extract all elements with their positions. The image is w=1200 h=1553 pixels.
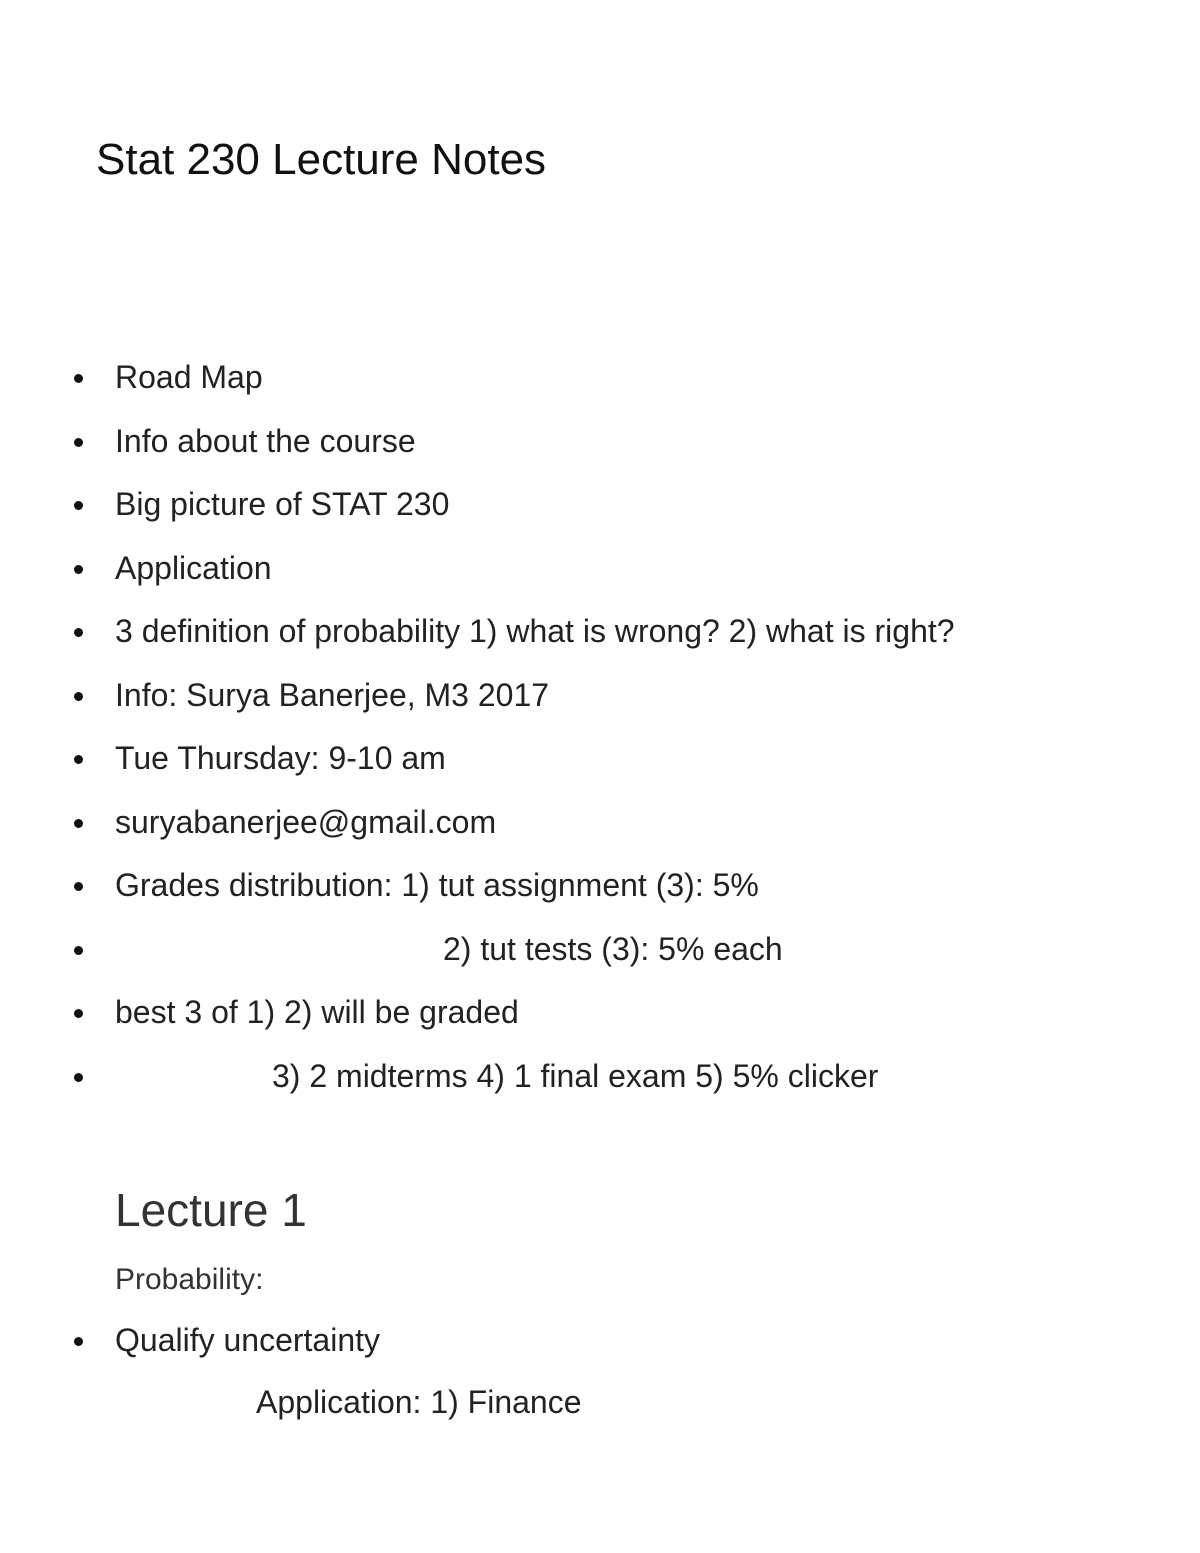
list-item-text: Road Map (115, 359, 263, 395)
list-item (0, 927, 1200, 991)
list-item-text: Info about the course (115, 422, 416, 459)
list-item-text: 3 definition of probability 1) what is wrong? 2) what is right? (115, 613, 955, 649)
list-item-text: Tue Thursday: 9-10 am (115, 740, 446, 776)
email-text: suryabanerjee@gmail.com (115, 803, 497, 840)
lecture-heading: Lecture 1 (115, 1184, 307, 1236)
list-item-text: Big picture of STAT 230 (115, 486, 450, 522)
document-title: Stat 230 Lecture Notes (96, 135, 547, 184)
bullet-icon (74, 565, 83, 574)
bullet-icon (74, 692, 83, 701)
list-item-text: Grades distribution: 1) tut assignment (3): 5% (115, 867, 759, 903)
list-item (0, 1318, 1200, 1362)
list-item (0, 736, 1200, 800)
list-item (0, 1054, 1200, 1118)
list-item (0, 990, 1200, 1054)
list-item-text: 2) tut tests (3): 5% each (443, 930, 783, 967)
list-item (0, 863, 1200, 927)
bullet-icon (74, 1009, 83, 1018)
list-item (0, 482, 1200, 546)
list-item (0, 609, 1200, 673)
application-line: Application: 1) Finance (256, 1384, 582, 1420)
list-item (0, 546, 1200, 610)
bullet-icon (74, 946, 83, 955)
bullet-icon (74, 501, 83, 510)
lecture-subheading: Probability: (115, 1263, 264, 1296)
bullet-icon (74, 374, 83, 383)
intro-bullet-list (0, 355, 1200, 1117)
list-item-text: Info: Surya Banerjee, M3 2017 (115, 676, 550, 713)
bullet-icon (74, 628, 83, 637)
list-item (0, 419, 1200, 483)
list-item (0, 673, 1200, 737)
list-item-text: Qualify uncertainty (115, 1322, 381, 1358)
bullet-icon (74, 819, 83, 828)
list-item-text: Application (115, 549, 272, 586)
bullet-icon (74, 1337, 83, 1346)
list-item-text: 3) 2 midterms 4) 1 final exam 5) 5% clicker (272, 1057, 879, 1094)
bullet-icon (74, 882, 83, 891)
bullet-icon (74, 1073, 83, 1082)
bullet-icon (74, 755, 83, 764)
bullet-icon (74, 438, 83, 447)
list-item (0, 800, 1200, 864)
list-item-text: best 3 of 1) 2) will be graded (115, 994, 519, 1030)
list-item (0, 355, 1200, 419)
